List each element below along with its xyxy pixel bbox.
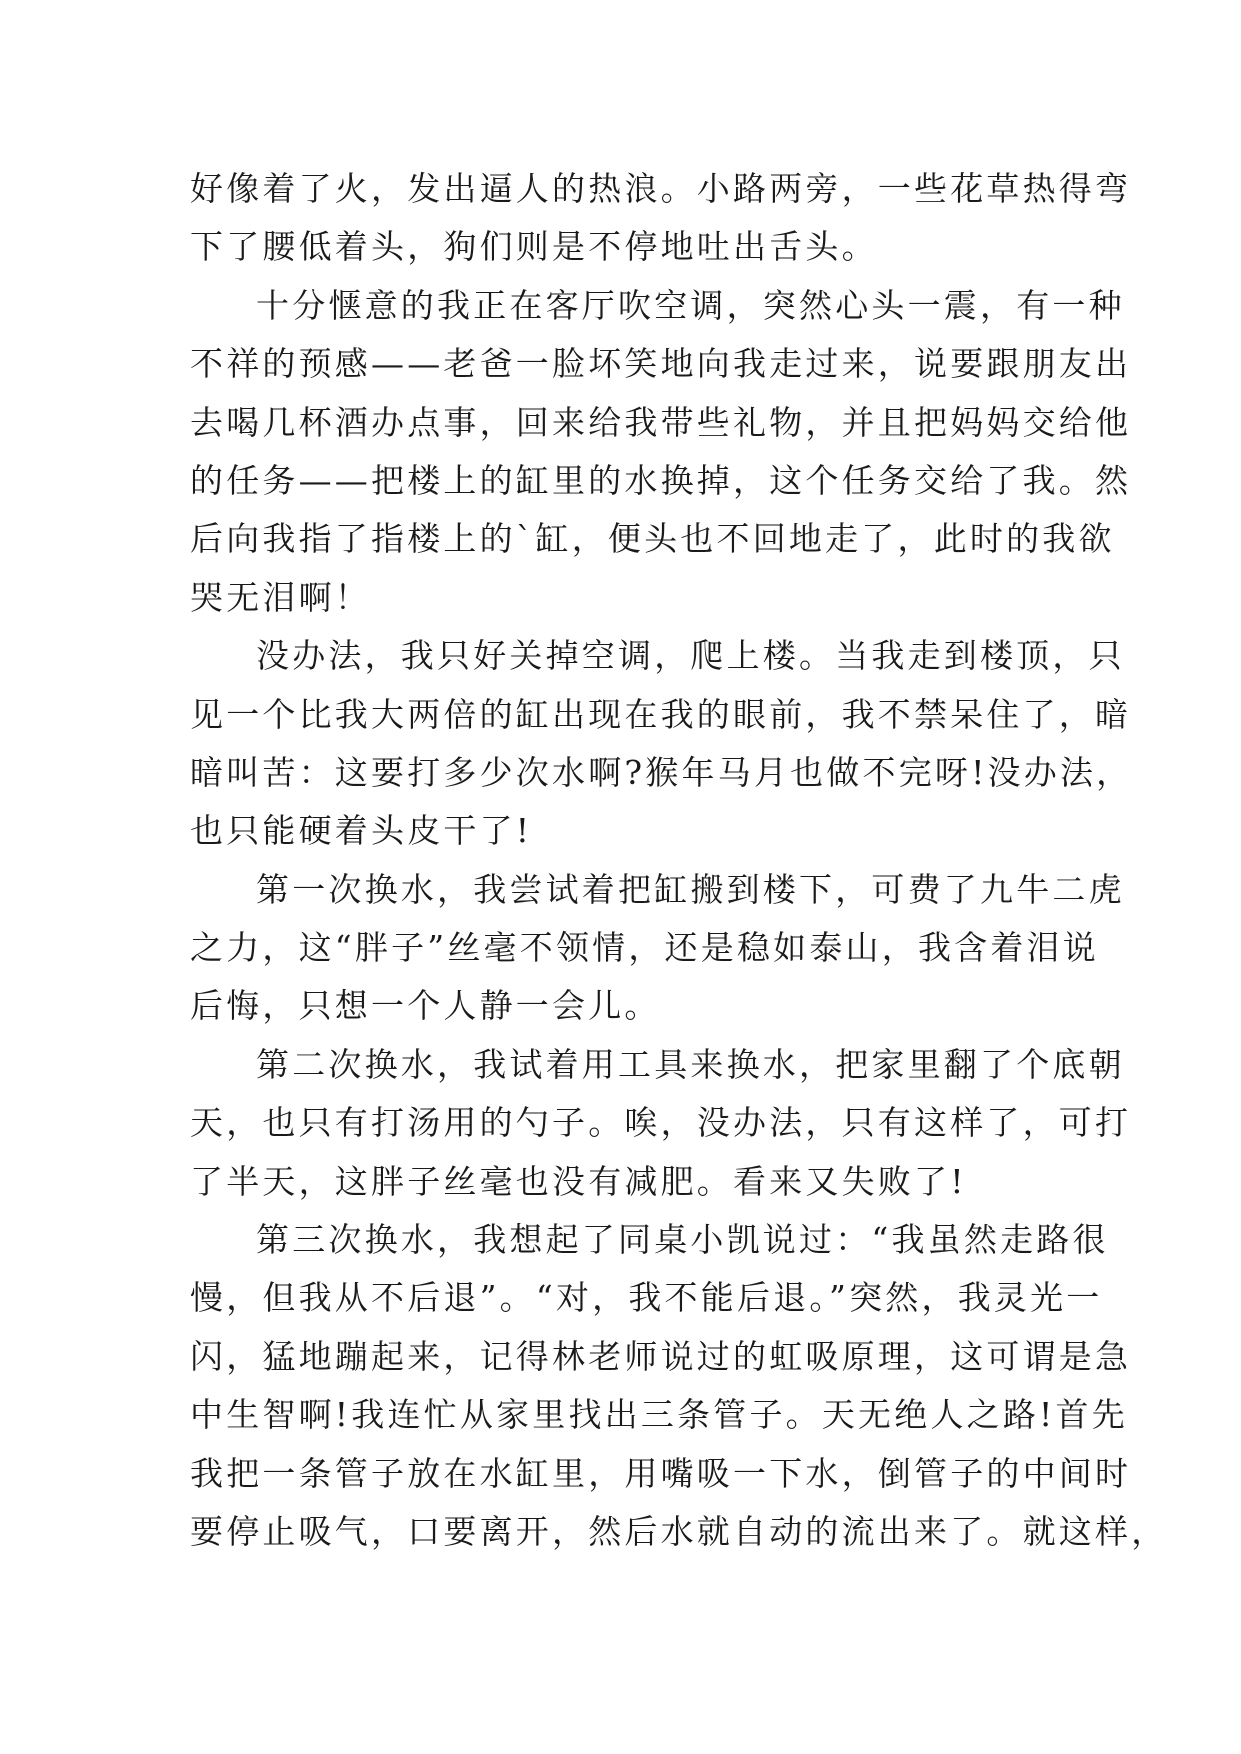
paragraph [190,1036,1132,1211]
text-line: 暗叫苦：这要打多少次水啊?猴年马月也做不完呀!没办法， [190,752,1133,792]
text-line: 哭无泪啊！ [190,577,371,617]
text-line: 没办法，我只好关掉空调，爬上楼。当我走到楼顶，只 [256,636,1125,676]
paragraph [190,160,1132,277]
text-line: 慢，但我从不后退”。“对，我不能后退。”突然，我灵光一 [190,1278,1103,1318]
paragraph [190,627,1133,861]
text-line: 要停止吸气，口要离开，然后水就自动的流出来了。就这样， [190,1511,1168,1551]
paragraph [190,861,1125,1036]
text-line: 好像着了火，发出逼人的热浪。小路两旁，一些花草热得弯 [190,169,1132,208]
text-line: 闪，猛地蹦起来，记得林老师说过的虹吸原理，这可谓是急 [190,1336,1132,1376]
text-line: 下了腰低着头，狗们则是不停地吐出舌头。 [190,227,878,267]
text-line: 去喝几杯酒办点事，回来给我带些礼物，并且把妈妈交给他 [190,402,1132,442]
article-body [190,160,1168,1561]
text-line: 中生智啊!我连忙从家里找出三条管子。天无绝人之路!首先 [190,1395,1128,1435]
paragraph [190,277,1132,627]
text-line: 我把一条管子放在水缸里，用嘴吸一下水，倒管子的中间时 [190,1453,1132,1493]
text-line: 第二次换水，我试着用工具来换水，把家里翻了个底朝 [256,1044,1125,1084]
text-line: 后向我指了指楼上的`缸，便头也不回地走了，此时的我欲 [190,519,1115,559]
text-line: 也只能硬着头皮干了! [190,811,533,851]
text-line: 的任务——把楼上的缸里的水换掉，这个任务交给了我。然 [190,460,1132,500]
text-line: 了半天，这胖子丝毫也没有减肥。看来又失败了! [190,1161,967,1201]
text-line: 第三次换水，我想起了同桌小凯说过：“我虽然走路很 [256,1220,1109,1260]
paragraph [190,1211,1168,1561]
text-line: 之力，这“胖子”丝毫不领情，还是稳如泰山，我含着泪说 [190,928,1099,968]
text-line: 第一次换水，我尝试着把缸搬到楼下，可费了九牛二虎 [256,869,1125,909]
text-line: 天，也只有打汤用的勺子。唉，没办法，只有这样了，可打 [190,1103,1132,1143]
text-line: 不祥的预感——老爸一脸坏笑地向我走过来，说要跟朋友出 [190,344,1132,384]
text-line: 十分惬意的我正在客厅吹空调，突然心头一震，有一种 [256,285,1125,325]
text-line: 后悔，只想一个人静一会儿。 [190,986,661,1026]
text-line: 见一个比我大两倍的缸出现在我的眼前，我不禁呆住了，暗 [190,694,1132,734]
